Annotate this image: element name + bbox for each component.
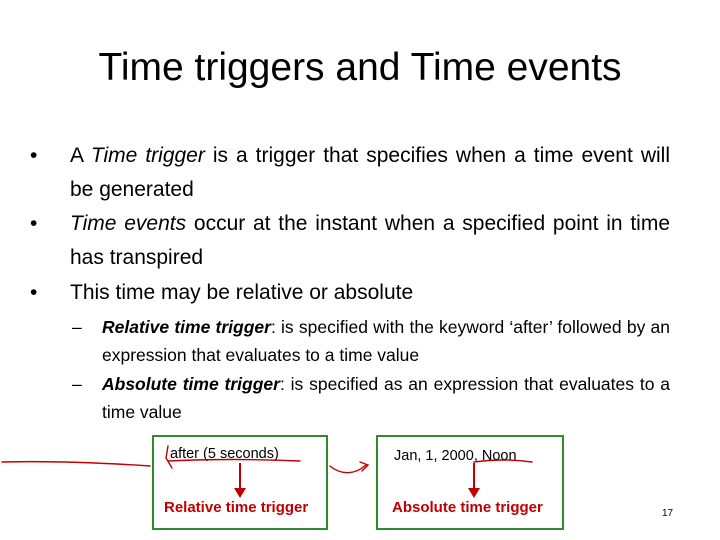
slide-title: Time triggers and Time events [98,46,622,89]
subbullet-text: : is specified as an expression that evaluates to a time value [102,374,670,422]
absolute-example-label: Absolute time trigger [392,499,543,516]
term-relative-time-trigger: Relative time trigger [102,317,271,337]
subbullet-text: : is specified with the keyword ‘after’ followed by an expression that evaluates to a time value [102,317,670,365]
bullet-text: occur at the instant when a specified point in time has transpired [70,212,670,269]
term-time-events: Time events [70,212,187,235]
term-absolute-time-trigger: Absolute time trigger [102,374,280,394]
arrow-absolute-head [468,488,480,498]
term-time-trigger: Time trigger [90,144,205,167]
ink-underline-relative [168,460,300,462]
relative-example-label: Relative time trigger [164,499,309,516]
ink-connector [330,465,366,473]
bullet-text: This time may be relative or absolute [70,281,414,304]
bullet-text: A [70,144,91,167]
page-number: 17 [662,508,674,519]
relative-example-code: after (5 seconds) [170,446,279,462]
arrow-relative-head [234,488,246,498]
ink-bracket-left [166,446,172,468]
ink-underline-absolute [474,460,532,462]
ink-curve-left [2,462,150,466]
absolute-example-code: Jan, 1, 2000, Noon [394,448,517,464]
bullet-text: is a trigger that specifies when a time event will be generated [70,144,670,201]
